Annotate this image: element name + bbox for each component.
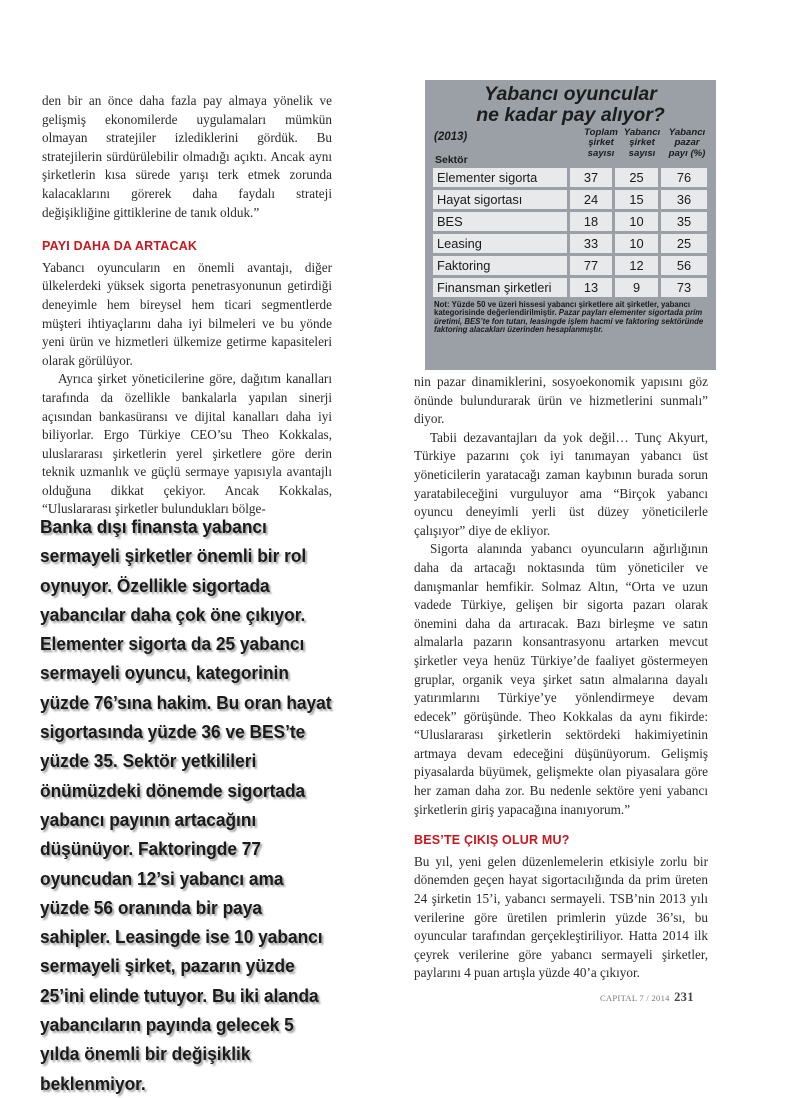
header-line: Yabancı [668,127,706,138]
left-column [42,92,332,519]
foreign-cell: 10 [615,212,658,231]
sector-cell: Elementer sigorta [433,168,567,187]
header-line: şirket [588,137,614,149]
data-table-box [425,80,716,370]
foreign-cell: 15 [615,190,658,209]
body-paragraph: Sigorta alanında yabancı oyuncuların ağırlığının daha da artacağı noktasında tüm yöneticiler ve danışmanlar hemfikir. Solmaz Altın, “Orta ve uzun vadede Türkiye, gelişen bir sigorta pazarı olarak önemini daha da artıracak. Bazı birleşme ve satın almalarla pazarın konsantrasyonu artarken mevcut şirketler veya henüz Türkiye’de faaliyet göstermeyen gruplar, organik veya şirket satın almalarına dayalı yatırımlarını Türkiye’ye yönlendirmeye devam edecek” görüşünde. Theo Kokkalas da aynı fikirde: “Uluslararası şirketlerin sektördeki hakimiyetinin artmaya devam edeceğini düşünüyorum. Gelişmiş piyasalarda büyümek, gelişmekte olan piyasalara göre her zaman daha zor. Bu nedenle sektöre yeni yabancı şirketlerin giriş yapacağına inanıyorum.” [414,541,708,817]
header-line: sayısı [587,147,615,159]
table-year: (2013) [434,131,468,143]
sector-cell: Finansman şirketleri [433,278,567,297]
table-title [425,84,716,126]
body-paragraph: Tabii dezavantajları da yok değil… Tunç Akyurt, Türkiye pazarını çok iyi tanımayan yabancı üst yöneticilerin yaratacağı zaman kaybının burada sorun yaratabileceğini vurguluyor ama “Birçok yabancı oyuncu deneyimli yerli üst düzey yöneticilerle çalışıyor” diye de ekliyor. [414,429,708,538]
footnote-text: Not: Yüzde 50 ve üzeri hissesi yabancı şirketlere ait şirketler, yabancı kategorisinde değerlendirilmiştir. [434,300,690,318]
intro-paragraph: den bir an önce daha fazla pay almaya yönelik ve gelişmiş ekonomilerde uygulamaları mümkün olmayan stratejiler izlediklerini gördük. Bu stratejilerin sürdürülebilir olmadığı açıktı. Ancak aynı şirketlerin kısa sürede yarışı terk etmek zorunda kalacaklarını görerek daha faydalı strateji değişikliğine gittiklerine de tanık olduk.” [42,93,332,220]
page-footer [600,990,694,1005]
table-body [433,168,710,300]
publication-label: CAPITAL 7 / 2014 [600,993,670,1003]
page-number: 231 [674,990,694,1004]
table-title-line: ne kadar pay alıyor? [476,104,665,126]
total-companies-column-header [579,128,623,159]
total-cell: 33 [570,234,612,253]
share-cell: 73 [661,278,707,297]
header-line: sayısı [628,147,656,159]
table-row [433,234,710,253]
table-row [433,278,710,297]
total-cell: 24 [570,190,612,209]
sector-cell: BES [433,212,567,231]
pull-quote: Banka dışı finansta yabancı sermayeli şirketler önemli bir rol oynuyor. Özellikle sigortada yabancılar daha çok öne çıkıyor. Elementer sigorta da 25 yabancı sermayeli oyuncu, kategorinin yüzde 76’sına hakim. Bu oran hayat sigortasında yüzde 36 ve BES’te yüzde 35. Sektör yetkilileri önümüzdeki dönemde sigortada yabancı payının artacağını düşünüyor. Faktoringde 77 oyuncudan 12’si yabancı ama yüzde 56 oranında bir paya sahipler. Leasingde ise 10 yabancı sermayeli şirket, pazarın yüzde 25’ini elinde tutuyor. Bu iki alanda yabancıların payında gelecek 5 yılda önemli bir değişiklik beklenmiyor. [40,516,332,1094]
section-heading-payi-daha-da-artacak: PAYI DAHA DA ARTACAK [42,239,198,254]
sector-cell: Hayat sigortası [433,190,567,209]
table-title-line: Yabancı oyuncular [484,83,657,105]
foreign-cell: 12 [615,256,658,275]
foreign-market-share-column-header [665,128,709,159]
foreign-cell: 25 [615,168,658,187]
total-cell: 18 [570,212,612,231]
body-paragraph: Yabancı oyuncuların en önemli avantajı, diğer ülkelerdeki yüksek sigorta penetrasyonunun getirdiği deneyimle hem bireysel hem ticari segmentlerde müşteri ihtiyaçlarını daha iyi bilmeleri ve bu yönde yeni ürün ve hizmetleri ülkemize getirme kapasiteleri olarak görülüyor. [42,259,332,368]
share-cell: 76 [661,168,707,187]
header-line: Toplam [584,127,618,138]
header-line: şirket [629,137,655,149]
foreign-cell: 10 [615,234,658,253]
share-cell: 35 [661,212,707,231]
total-cell: 77 [570,256,612,275]
footnote-text-italic: Pazar payları elementer sigortada prim üretimi, BES’te fon tutarı, leasingde işlem hacmi ve faktoring sektöründe faktoring alacakları üzerinden hesaplanmıştır. [434,308,704,335]
share-cell: 25 [661,234,707,253]
header-line: Yabancı [623,127,661,138]
table-footnote [434,301,709,335]
foreign-cell: 9 [615,278,658,297]
table-row [433,256,710,275]
sector-cell: Leasing [433,234,567,253]
table-row [433,190,710,209]
sector-column-header: Sektör [435,154,468,166]
sector-cell: Faktoring [433,256,567,275]
table-row [433,212,710,231]
share-cell: 36 [661,190,707,209]
header-line: payı (%) [668,147,706,159]
share-cell: 56 [661,256,707,275]
total-cell: 37 [570,168,612,187]
table-row [433,168,710,187]
body-paragraph: Ayrıca şirket yöneticilerine göre, dağıtım kanalları tarafında da özellikle bankalarla yapılan sinerji açısından bankasüransı ve dijital kanalları daha iyi biliyorlar. Ergo Türkiye CEO’su Theo Kokkalas, uluslararası şirketlerin yerel şirketlere göre derin teknik uzmanlık ve güçlü sermaye yapısıyla avantajlı olduğuna dikkat çekiyor. Ancak Kokkalas, “Uluslararası şirketler bulundukları bölge- [42,371,332,517]
body-paragraph: nin pazar dinamiklerini, sosyoekonomik yapısını göz önünde bulundurarak ürün ve hizmetlerini sunmalı” diyor. [414,374,708,427]
right-column [414,373,708,983]
body-paragraph: Bu yıl, yeni gelen düzenlemelerin etkisiyle zorlu bir dönemden geçen hayat sigortacılığında da prim üreten 24 şirketin 15’i, yabancı sermayeli. TSB’nin 2013 yılı verilerine göre üretilen primlerin yüzde 36’sı, bu oyuncular tarafından gerçekleştiriliyor. Hatta 2014 ilk çeyrek verilerine göre yabancı sermayeli şirketler, paylarını 4 puan artışla yüzde 40’a çıkıyor. [414,853,708,981]
section-heading-beste-cikis: BES’TE ÇIKIŞ OLUR MU? [414,833,570,848]
foreign-companies-column-header [620,128,664,159]
header-line: pazar [674,137,700,149]
total-cell: 13 [570,278,612,297]
